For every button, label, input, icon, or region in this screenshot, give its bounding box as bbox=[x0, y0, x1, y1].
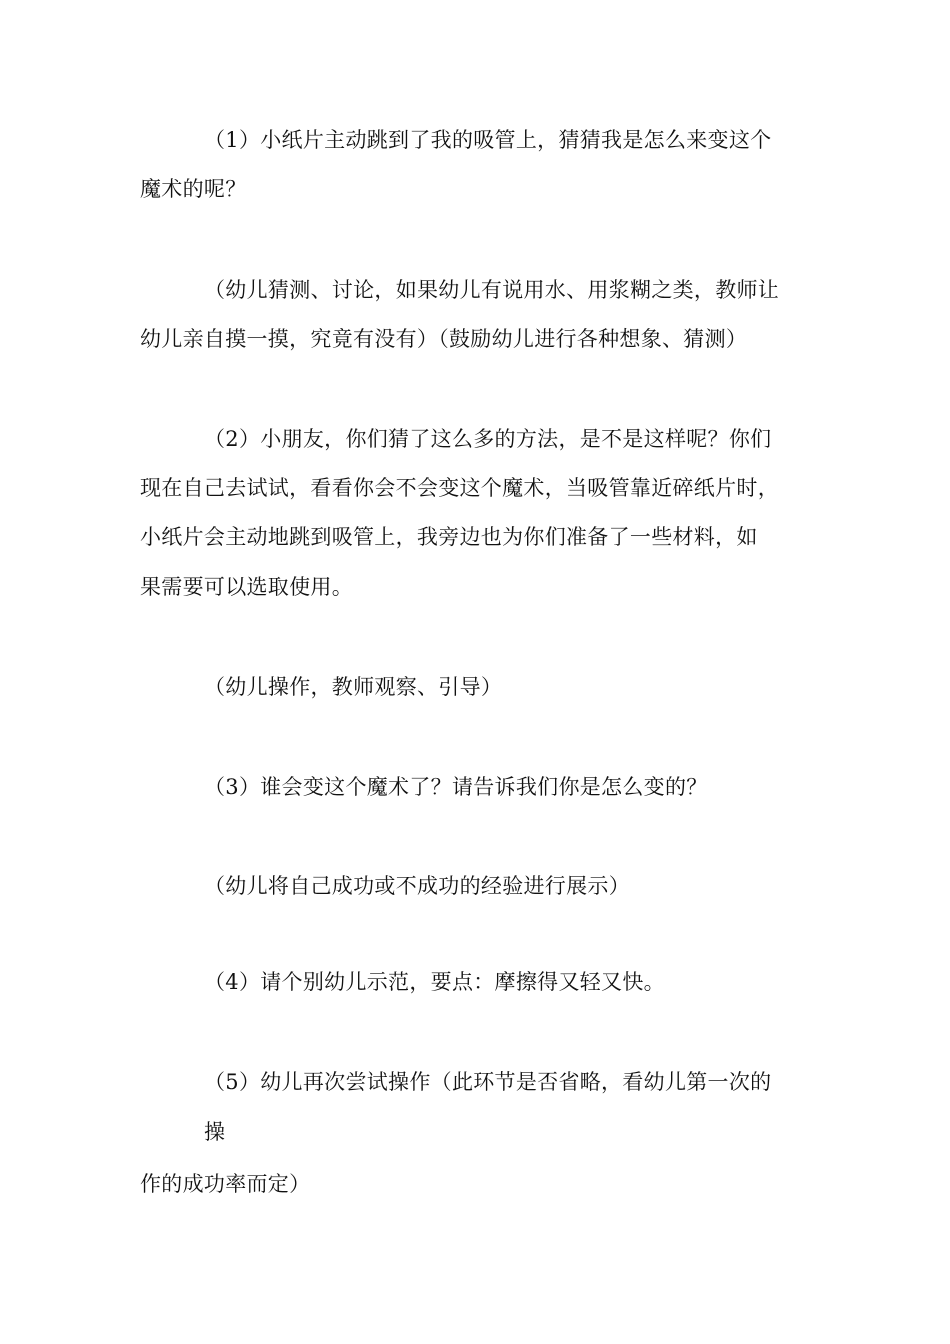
paragraph-2-line-2: 幼儿亲自摸一摸，究竟有没有）（鼓励幼儿进行各种想象、猜测） bbox=[140, 327, 748, 351]
paragraph-6-line-1: （幼儿将自己成功或不成功的经验进行展示） bbox=[204, 874, 630, 898]
paragraph-4-line-1: （幼儿操作，教师观察、引导） bbox=[204, 675, 503, 699]
paragraph-1-line-2: 魔术的呢？ bbox=[140, 177, 247, 201]
paragraph-3-line-3: 小纸片会主动地跳到吸管上，我旁边也为你们准备了一些材料，如 bbox=[140, 525, 758, 549]
paragraph-5-line-1: （3）谁会变这个魔术了？请告诉我们你是怎么变的？ bbox=[204, 775, 708, 799]
paragraph-3-line-1: （2）小朋友，你们猜了这么多的方法，是不是这样呢？你们 bbox=[204, 427, 772, 451]
paragraph-1-line-1: （1）小纸片主动跳到了我的吸管上，猜猜我是怎么来变这个 bbox=[204, 128, 772, 152]
paragraph-7-line-1: （4）请个别幼儿示范，要点：摩擦得又轻又快。 bbox=[204, 970, 665, 994]
paragraph-3-line-4: 果需要可以选取使用。 bbox=[140, 575, 353, 599]
paragraph-8-line-2: 操 bbox=[204, 1120, 226, 1144]
paragraph-8-line-1: （5）幼儿再次尝试操作（此环节是否省略，看幼儿第一次的 bbox=[204, 1070, 772, 1094]
paragraph-3-line-2: 现在自己去试试，看看你会不会变这个魔术，当吸管靠近碎纸片时， bbox=[140, 476, 779, 500]
paragraph-8-line-3: 作的成功率而定） bbox=[140, 1172, 311, 1196]
paragraph-2-line-1: （幼儿猜测、讨论，如果幼儿有说用水、用浆糊之类，教师让 bbox=[204, 278, 780, 302]
